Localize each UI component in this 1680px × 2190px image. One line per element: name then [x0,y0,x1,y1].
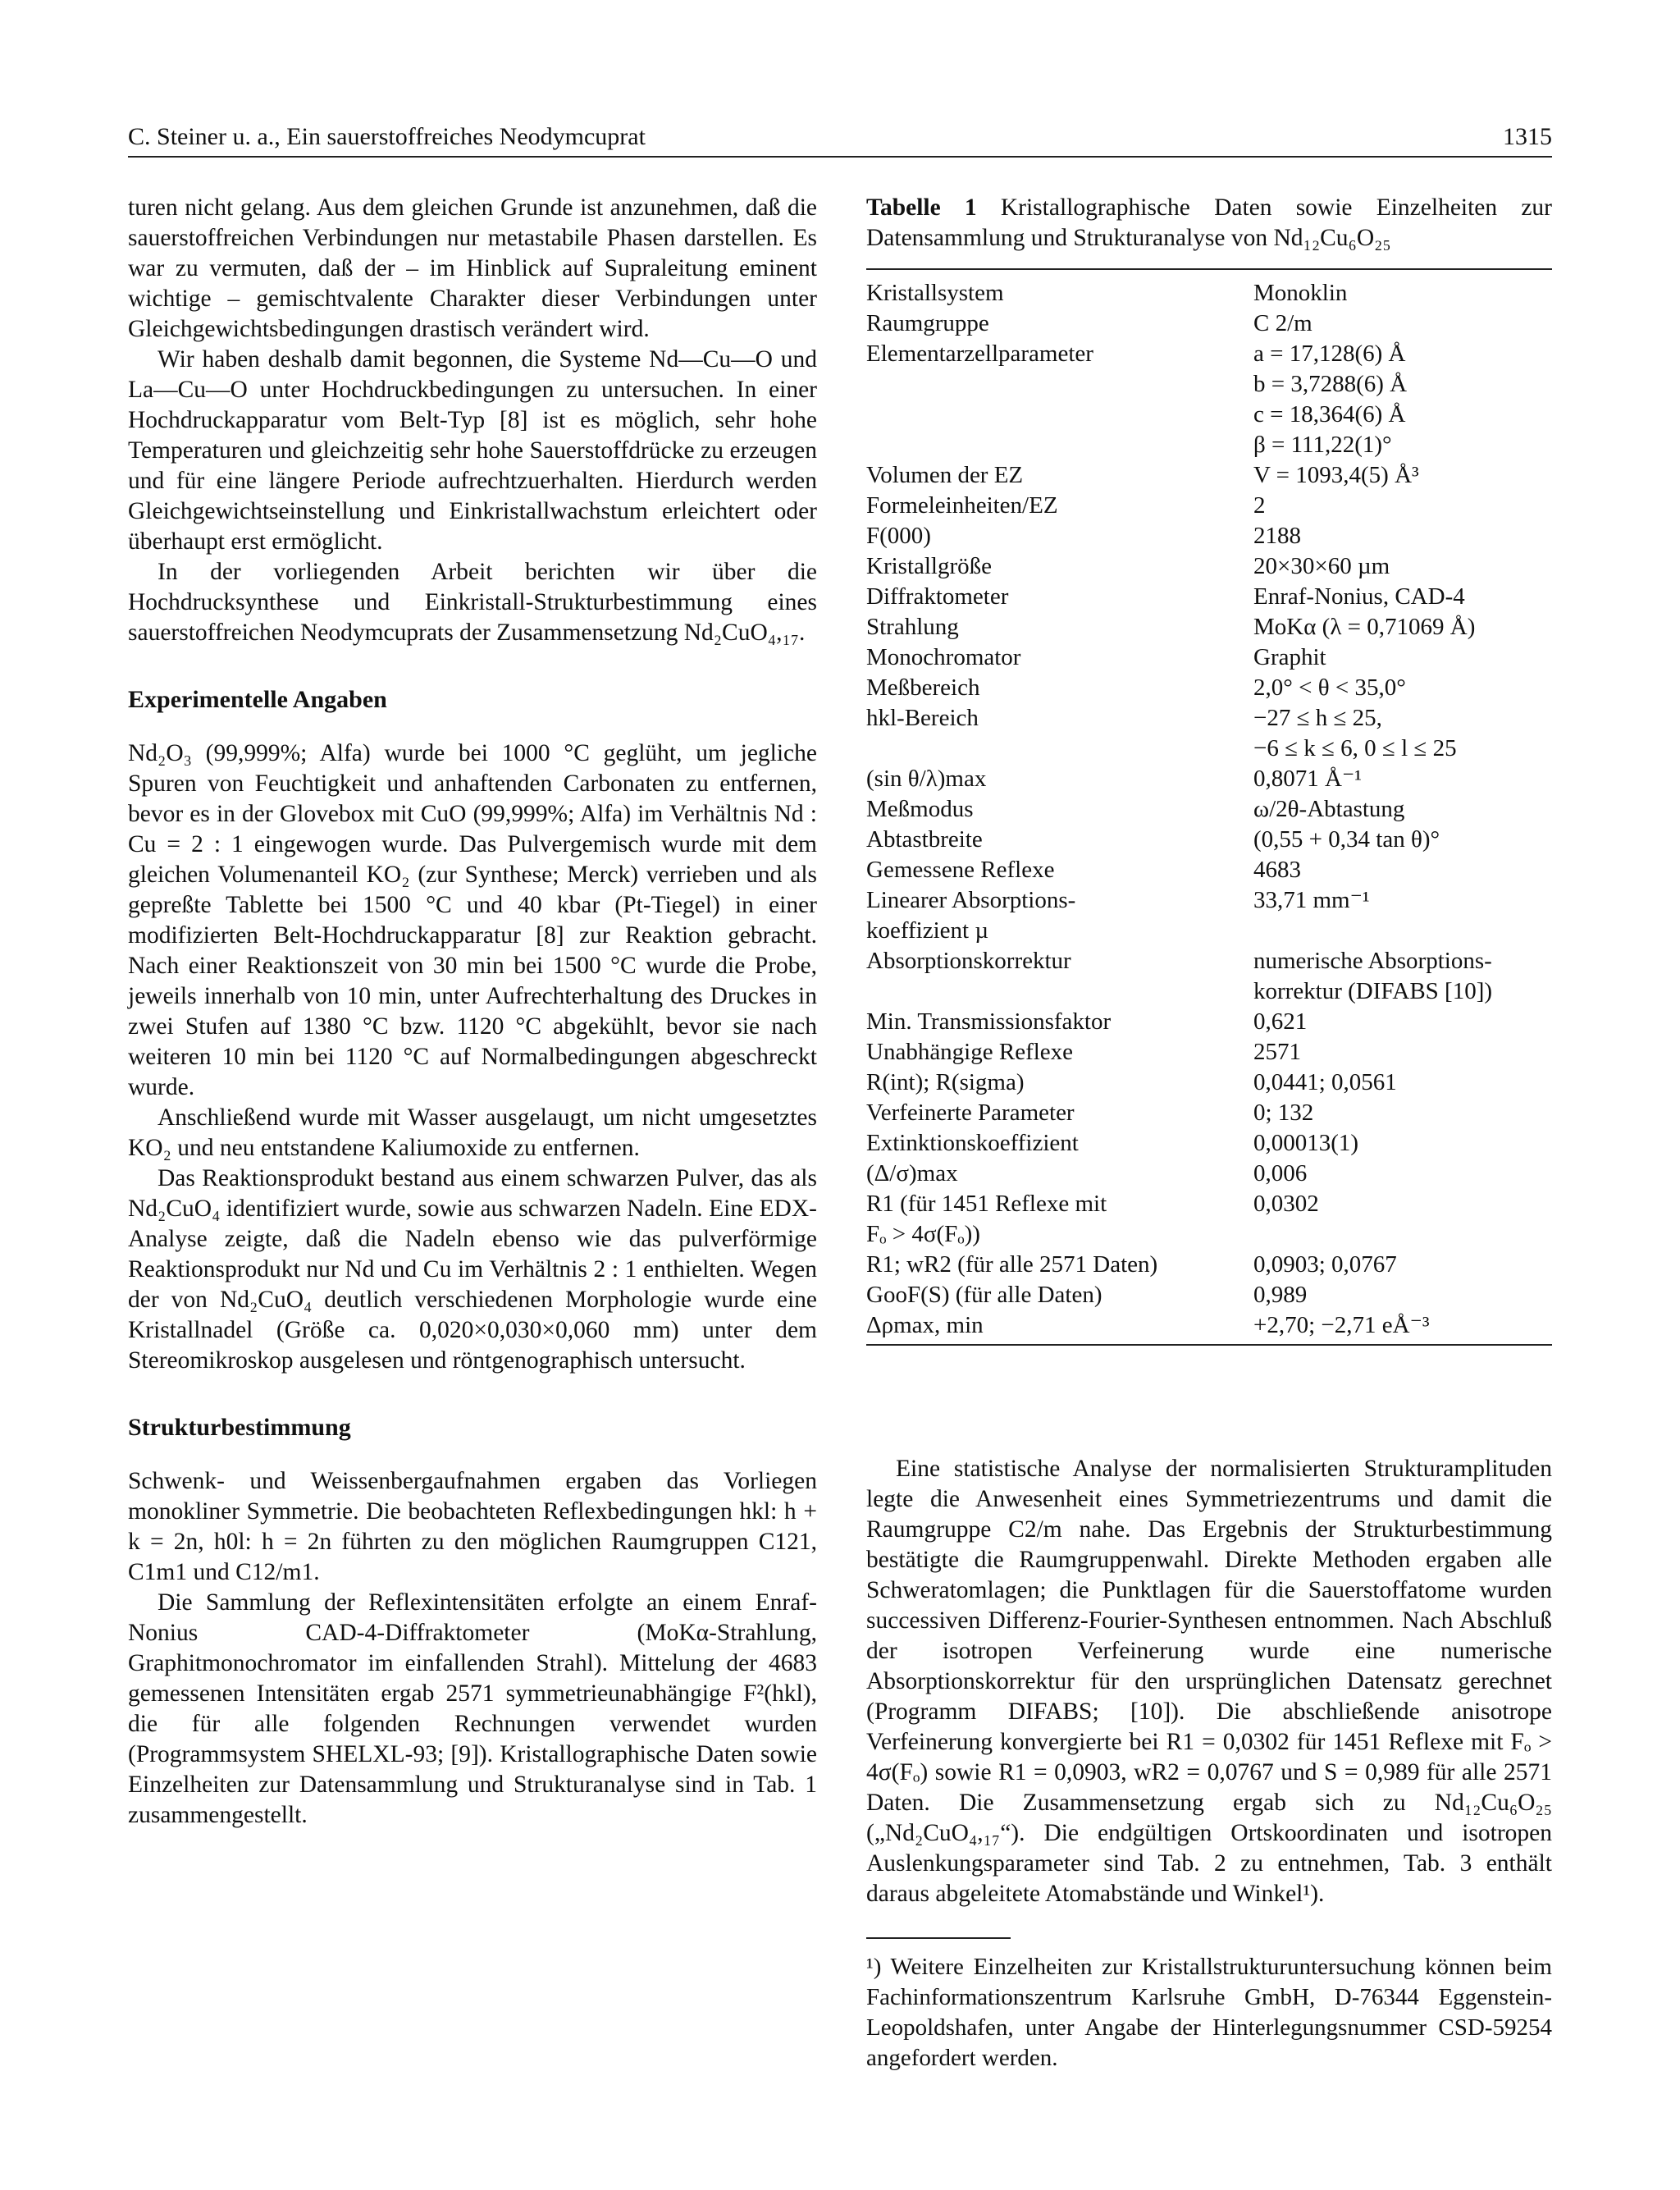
table-row [866,582,1552,612]
paragraph-present-work: In der vorliegenden Arbeit berichten wir über die Hochdrucksynthese und Einkristall-Strukturbestimmung eines sauerstoffreichen Neodymcuprats der Zusammensetzung Nd₂CuO₄,₁₇. [128,559,817,646]
table-cell-value: 2,0° < θ < 35,0° [1253,674,1406,701]
table-cell-value: 0,0441; 0,0561 [1253,1069,1397,1095]
table-cell-label: Meßbereich [866,674,980,701]
table-cell-value: 0,8071 Å⁻¹ [1253,766,1362,792]
table-cell-label [866,400,1253,430]
table-cell-value: V = 1093,4(5) Å³ [1253,462,1419,488]
table-cell-value: MoKα (λ = 0,71069 Å) [1253,614,1476,640]
table-row [866,1280,1552,1310]
table-row [866,703,1552,734]
table-row [866,1068,1552,1098]
table-cell-label: koeffizient µ [866,917,989,944]
table-cell-value: b = 3,7288(6) Å [1253,371,1408,397]
table-caption-text: Kristallographische Daten sowie Einzelheiten zur Datensammlung und Strukturanalyse von Nd₁₂Cu₆O₂₅ [866,194,1553,251]
table-row [866,521,1552,551]
table-row [866,1037,1552,1068]
table-caption-label: Tabelle 1 [866,194,977,221]
table-cell-value: numerische Absorptions- [1253,948,1492,974]
table-row [866,551,1552,582]
table-row [866,460,1552,491]
table-cell-value: 33,71 mm⁻¹ [1253,887,1370,913]
table-row [866,976,1552,1007]
table-cell-label: Fₒ > 4σ(Fₒ)) [866,1221,980,1247]
table-cell-value: 2571 [1253,1039,1301,1065]
table-cell-label: Gemessene Reflexe [866,857,1055,883]
table-row [866,642,1552,673]
table-cell-label: Meßmodus [866,796,974,822]
table-cell-label: Abtastbreite [866,826,983,853]
table-row [866,278,1552,309]
table-cell-label [866,430,1253,460]
table-cell-label: Formeleinheiten/EZ [866,492,1058,519]
table-cell-value: 20×30×60 µm [1253,553,1390,579]
table-cell-value: −6 ≤ k ≤ 6, 0 ≤ l ≤ 25 [1253,735,1457,761]
table-cell-label: Kristallsystem [866,280,1004,306]
running-header [128,123,1552,158]
table-row [866,1250,1552,1280]
table-cell-label: Raumgruppe [866,310,989,336]
table-cell-value: 0; 132 [1253,1100,1314,1126]
page-number: 1315 [1503,123,1552,150]
table-cell-value: 0,989 [1253,1282,1308,1308]
table-cell-label: R(int); R(sigma) [866,1069,1025,1095]
table-row [866,916,1552,946]
table-cell-value: C 2/m [1253,310,1312,336]
paragraph-data-collection: Die Sammlung der Reflexintensitäten erfolgte an einem Enraf-Nonius CAD-4-Diffraktometer (MoKα-Strahlung, Graphitmonochromator im einfallenden Strahl). Mittelung der 4683 gemessenen Intensitäten ergab 2571 symmetrieunabhängige F²(hkl), die für alle folgenden Rechnungen verwendet wurden (Programmsystem SHELXL-93; [9]). Kristallographische Daten sowie Einzelheiten zur Datensammlung und Strukturanalyse sind in Tab. 1 zusammengestellt. [128,1589,817,1828]
table-cell-label: Min. Transmissionsfaktor [866,1008,1112,1035]
table-cell-value: 0,006 [1253,1160,1308,1186]
table-cell-value: β = 111,22(1)° [1253,432,1392,458]
table-cell-label: Extinktionskoeffizient [866,1130,1079,1156]
table-cell-value: 2 [1253,492,1266,519]
table-row [866,491,1552,521]
table-cell-value: Enraf-Nonius, CAD-4 [1253,583,1465,610]
table-cell-value [1253,1219,1552,1250]
table-cell-value: 0,00013(1) [1253,1130,1359,1156]
paragraph-synthesis: Nd₂O₃ (99,999%; Alfa) wurde bei 1000 °C geglüht, um jegliche Spuren von Feuchtigkeit und anhaftenden Carbonaten zu entfernen, bevor es in der Glovebox mit CuO (99,999%; Alfa) im Verhältnis Nd : Cu = 2 : 1 eingewogen wurde. Das Pulvergemisch wurde mit dem gleichen Volumenanteil KO₂ (zur Synthese; Merck) verrieben und als gepreßte Tablette bei 1500 °C und 40 kbar (Pt-Tiegel) in einer modifizierten Belt-Hochdruckapparatur [8] zur Reaktion gebracht. Nach einer Reaktionszeit von 30 min bei 1500 °C wurde die Probe, jeweils innerhalb von 10 min, unter Aufrechterhaltung des Druckes in zwei Stufen auf 1380 °C bzw. 1120 °C abgekühlt, bevor sie nach weiteren 10 min bei 1120 °C auf Normalbedingungen abgeschreckt wurde. [128,740,817,1100]
table-row [866,339,1552,369]
table-cell-value: 0,0903; 0,0767 [1253,1251,1397,1278]
table-cell-label: Monochromator [866,644,1021,670]
table-row [866,309,1552,339]
table-cell-value: Graphit [1253,644,1326,670]
table-row [866,1128,1552,1159]
paragraph-statistical-analysis: Eine statistische Analyse der normalisierten Strukturamplituden legte die Anwesenheit eines Symmetriezentrums und damit die Raumgruppe C2/m nahe. Das Ergebnis der Strukturbestimmung bestätigte die Raumgruppenwahl. Direkte Methoden ergaben alle Schweratomlagen; die Punktlagen für die Sauerstoffatome wurden successiven Differenz-Fourier-Synthesen entnommen. Nach Abschluß der isotropen Verfeinerung wurde eine numerische Absorptionskorrektur für den ursprünglichen Datensatz gerechnet (Programm DIFABS; [10]). Die abschließende anisotrope Verfeinerung konvergierte bei R1 = 0,0302 für 1451 Reflexe mit Fₒ > 4σ(Fₒ) sowie R1 = 0,0903, wR2 = 0,0767 und S = 0,989 für alle 2571 Daten. Die Zusammensetzung ergab sich zu Nd₁₂Cu₆O₂₅ („Nd₂CuO₄,₁₇“). Die endgültigen Ortskoordinaten und isotropen Auslenkungsparameter sind Tab. 2 zu entnehmen, Tab. 3 enthält daraus abgeleitete Atomabstände und Winkel¹). [866,1456,1552,1907]
table-cell-label: Kristallgröße [866,553,993,579]
table-row [866,825,1552,855]
left-column [128,193,817,1831]
table-row [866,400,1552,430]
table-row [866,1219,1552,1250]
table-caption [866,193,1552,254]
running-title: C. Steiner u. a., Ein sauerstoffreiches Neodymcuprat [128,123,646,150]
table-cell-label: Elementarzellparameter [866,341,1093,367]
paragraph-intro-continued: turen nicht gelang. Aus dem gleichen Grunde ist anzunehmen, daß die sauerstoffreichen Verbindungen nur metastabile Phasen darstellen. Es war zu vermuten, daß der – im Hinblick auf Supraleitung eminent wichtige – gemischtvalente Charakter dieser Verbindungen unter Gleichgewichtsbedingungen drastisch verändert wird. [128,194,817,342]
footnote-divider [866,1937,1011,1939]
table-cell-value: ω/2θ-Abtastung [1253,796,1405,822]
heading-structure-determination: Strukturbestimmung [128,1414,351,1441]
table-row [866,794,1552,825]
table-cell-label: Linearer Absorptions- [866,887,1076,913]
heading-experimental: Experimentelle Angaben [128,686,387,713]
table-cell-value: 0,621 [1253,1008,1308,1035]
paragraph-leaching: Anschließend wurde mit Wasser ausgelaugt, um nicht umgesetztes KO₂ und neu entstandene Kaliumoxide zu entfernen. [128,1104,817,1161]
table-row [866,764,1552,794]
table-cell-label: Absorptionskorrektur [866,948,1071,974]
table-cell-value: −27 ≤ h ≤ 25, [1253,705,1382,731]
table-row [866,855,1552,885]
table-cell-label: R1; wR2 (für alle 2571 Daten) [866,1251,1158,1278]
table-cell-label [866,734,1253,764]
table-cell-label: Unabhängige Reflexe [866,1039,1074,1065]
paragraph-high-pressure: Wir haben deshalb damit begonnen, die Systeme Nd—Cu—O und La—Cu—O unter Hochdruckbedingungen zu untersuchen. In einer Hochdruckapparatur vom Belt-Typ [8] ist es möglich, sehr hohe Temperaturen und gleichzeitig sehr hohe Sauerstoffdrücke zu erzeugen und für eine längere Periode aufrechtzuerhalten. Hierdurch werden Gleichgewichtseinstellung und Einkristallwachstum erleichtert oder überhaupt erst ermöglicht. [128,346,817,555]
table-cell-label: Strahlung [866,614,959,640]
table-row [866,946,1552,976]
table-cell-label: Δρmax, min [866,1312,984,1338]
paragraph-symmetry: Schwenk- und Weissenbergaufnahmen ergaben das Vorliegen monokliner Symmetrie. Die beobachteten Reflexbedingungen hkl: h + k = 2n, h0l: h = 2n führten zu den möglichen Raumgruppen C121, C1m1 und C12/m1. [128,1468,817,1585]
table-cell-value: Monoklin [1253,280,1348,306]
table-cell-label [866,369,1253,400]
table-cell-label: (Δ/σ)max [866,1160,958,1186]
table-row [866,430,1552,460]
crystal-data-table [866,268,1552,1346]
table-cell-label: Volumen der EZ [866,462,1024,488]
table-cell-value: 0,0302 [1253,1191,1319,1217]
table-cell-value: +2,70; −2,71 eÅ⁻³ [1253,1312,1430,1338]
table-cell-label: R1 (für 1451 Reflexe mit [866,1191,1107,1217]
table-cell-label: Verfeinerte Parameter [866,1100,1075,1126]
table-row [866,1189,1552,1219]
footnote: ¹) Weitere Einzelheiten zur Kristallstrukturuntersuchung können beim Fachinformationszentrum Karlsruhe GmbH, D-76344 Eggenstein-Leopoldshafen, unter Angabe der Hinterlegungsnummer CSD-59254 angefordert werden. [866,1954,1552,2071]
table-cell-label: Diffraktometer [866,583,1009,610]
table-cell-value: (0,55 + 0,34 tan θ)° [1253,826,1440,853]
table-cell-value [1253,916,1552,946]
table-row [866,734,1552,764]
table-cell-value: 2188 [1253,523,1301,549]
right-column [866,193,1552,2073]
table-row [866,369,1552,400]
table-cell-label: (sin θ/λ)max [866,766,987,792]
table-row [866,885,1552,916]
table-cell-value: 4683 [1253,857,1301,883]
table-row [866,612,1552,642]
paragraph-reaction-product: Das Reaktionsprodukt bestand aus einem schwarzen Pulver, das als Nd₂CuO₄ identifiziert wurde, sowie aus schwarzen Nadeln. Eine EDX-Analyse zeigte, daß die Nadeln ebenso wie das pulverförmige Reaktionsprodukt nur Nd und Cu im Verhältnis 2 : 1 enthielten. Wegen der von Nd₂CuO₄ deutlich verschiedenen Morphologie wurde eine Kristallnadel (Größe ca. 0,020×0,030×0,060 mm) unter dem Stereomikroskop ausgelesen und röntgenographisch untersucht. [128,1165,817,1374]
table-cell-label: hkl-Bereich [866,705,979,731]
table-cell-label: F(000) [866,523,931,549]
table-row [866,1007,1552,1037]
table-row [866,1098,1552,1128]
table-row [866,1159,1552,1189]
table-row [866,1310,1552,1341]
table-cell-label [866,976,1253,1007]
table-cell-value: c = 18,364(6) Å [1253,401,1406,427]
table-cell-label: GooF(S) (für alle Daten) [866,1282,1102,1308]
table-cell-value: a = 17,128(6) Å [1253,341,1406,367]
table-cell-value: korrektur (DIFABS [10]) [1253,978,1493,1004]
table-row [866,673,1552,703]
